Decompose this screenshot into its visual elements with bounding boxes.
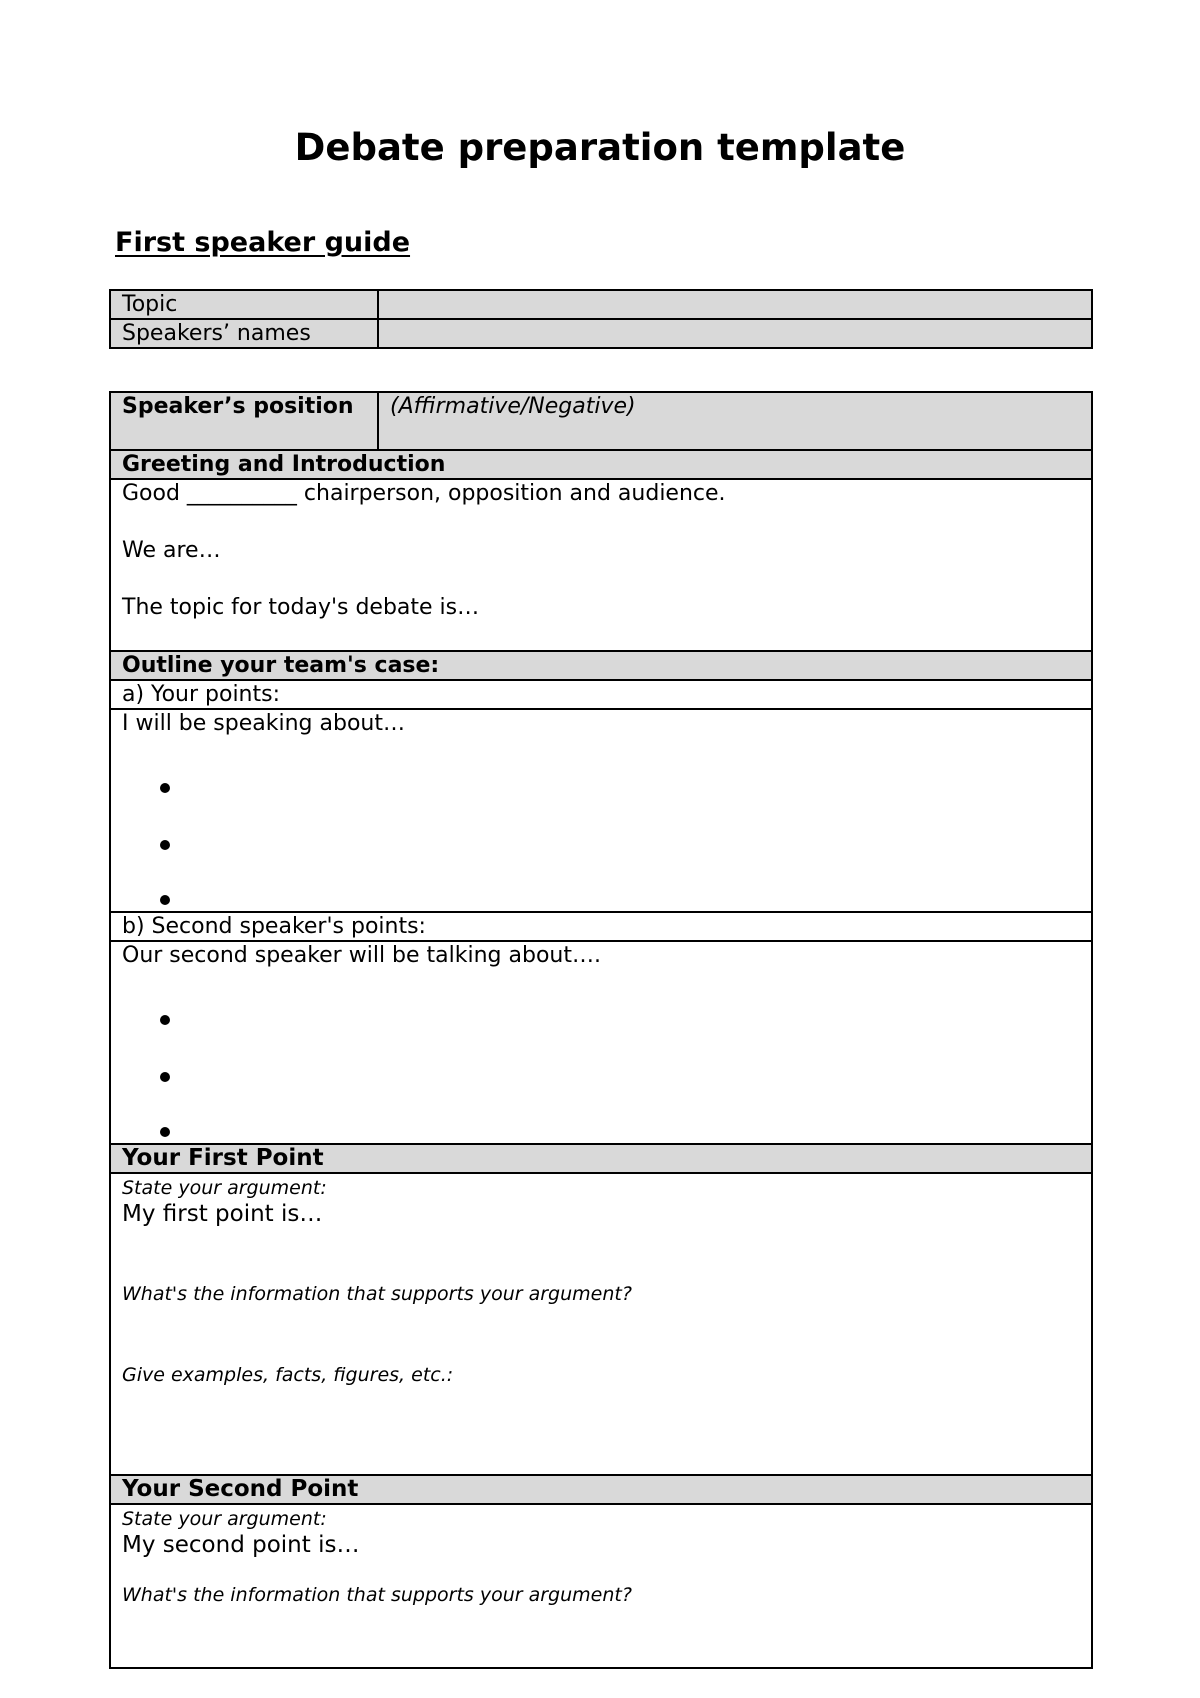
your-points-label: a) Your points: [110,680,1092,709]
supporting-info-prompt: What's the information that supports your argument? [122,1584,632,1606]
second-points-content[interactable] [110,941,1092,1144]
second-point-statement: My second point is… [122,1532,360,1558]
second-points-list [122,999,1080,1143]
first-point-heading-row [110,1144,1092,1173]
speaker-position-label: Speaker’s position [110,392,378,450]
topic-label: Topic [110,290,378,319]
list-item[interactable] [122,1056,1080,1113]
second-points-label-row [110,912,1092,941]
outline-heading: Outline your team's case: [110,651,1092,680]
first-speaker-guide-table [109,391,1093,1669]
second-point-content-row [110,1504,1092,1668]
supporting-info-prompt: What's the information that supports your argument? [122,1283,632,1305]
greeting-heading: Greeting and Introduction [110,450,1092,479]
greeting-line: Good __________ chairperson, opposition and audience. [122,481,726,506]
first-point-content[interactable] [110,1173,1092,1475]
your-points-list [122,767,1080,911]
topic-row [110,290,1092,319]
list-item[interactable] [122,767,1080,824]
bullet-icon [160,840,170,850]
examples-prompt: Give examples, facts, figures, etc.: [122,1364,454,1386]
speakers-names-field[interactable] [378,319,1092,348]
second-point-heading-row [110,1475,1092,1504]
list-item[interactable] [122,824,1080,881]
your-points-intro: I will be speaking about… [122,711,405,736]
list-item[interactable] [122,1113,1080,1143]
your-points-content-row [110,709,1092,912]
state-argument-prompt: State your argument: [122,1177,327,1199]
topic-field[interactable] [378,290,1092,319]
document-title: Debate preparation template [294,126,906,169]
first-point-content-row [110,1173,1092,1475]
greeting-content-row [110,479,1092,651]
second-point-heading: Your Second Point [110,1475,1092,1504]
info-table [109,289,1093,349]
bullet-icon [160,1072,170,1082]
first-point-statement: My first point is… [122,1201,323,1227]
second-points-intro: Our second speaker will be talking about…. [122,943,601,968]
list-item[interactable] [122,999,1080,1056]
topic-line: The topic for today's debate is… [122,595,480,620]
second-points-label: b) Second speaker's points: [110,912,1092,941]
state-argument-prompt: State your argument: [122,1508,327,1530]
we-are-line: We are… [122,538,221,563]
your-points-content[interactable] [110,709,1092,912]
speakers-names-row [110,319,1092,348]
section-heading: First speaker guide [115,227,411,258]
bullet-icon [160,1015,170,1025]
speakers-names-label: Speakers’ names [110,319,378,348]
second-point-content[interactable] [110,1504,1092,1668]
greeting-heading-row [110,450,1092,479]
bullet-icon [160,895,170,905]
second-points-content-row [110,941,1092,1144]
outline-heading-row [110,651,1092,680]
your-points-label-row [110,680,1092,709]
speaker-position-row [110,392,1092,450]
list-item[interactable] [122,881,1080,911]
bullet-icon [160,783,170,793]
bullet-icon [160,1127,170,1137]
greeting-content[interactable] [110,479,1092,651]
speaker-position-value[interactable]: (Affirmative/Negative) [378,392,1092,450]
first-point-heading: Your First Point [110,1144,1092,1173]
